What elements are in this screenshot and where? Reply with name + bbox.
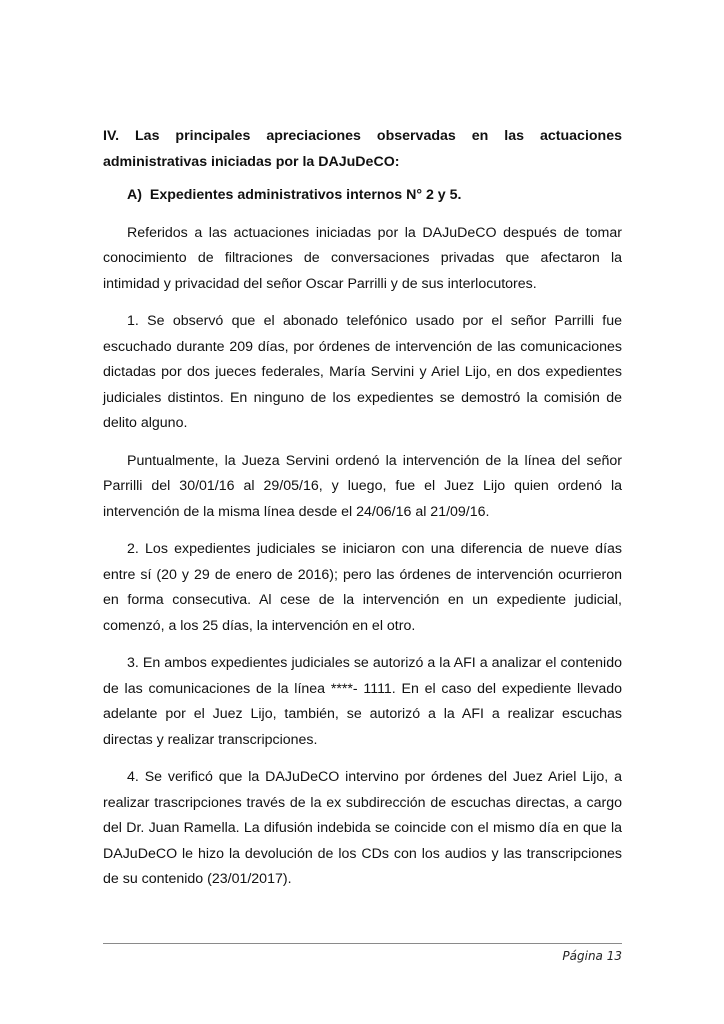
section-heading: IV. Las principales apreciaciones observadas en las actuaciones administrativas iniciadas por la DAJuDeCO: <box>103 128 622 170</box>
page-number: Página 13 <box>562 949 622 963</box>
subsection-heading: A) Expedientes administrativos internos N° 2 y 5. <box>127 187 462 203</box>
footer-divider <box>103 943 622 944</box>
paragraph-point-4: 4. Se verificó que la DAJuDeCO intervino por órdenes del Juez Ariel Lijo, a realizar trascripciones través de la ex subdirección de escuchas directas, a cargo del Dr. Juan Ramella. La difusión indebida se coincide con el mismo día en que la DAJuDeCO le hizo la devolución de los CDs con los audios y las transcripciones de su contenido (23/01/2017). <box>103 769 622 887</box>
paragraph-intro: Referidos a las actuaciones iniciadas por la DAJuDeCO después de tomar conocimiento de filtraciones de conversaciones privadas que afectaron la intimidad y privacidad del señor Oscar Parrilli y de sus interlocutores. <box>103 224 622 292</box>
paragraph-point-3: 3. En ambos expedientes judiciales se autorizó a la AFI a analizar el contenido de las comunicaciones de la línea ****- 1111. En el caso del expediente llevado adelante por el Juez Lijo, también, se autorizó a la AFI a realizar escuchas directas y realizar transcripciones. <box>103 655 622 748</box>
paragraph-point-1: 1. Se observó que el abonado telefónico usado por el señor Parrilli fue escuchado durante 209 días, por órdenes de intervención de las comunicaciones dictadas por dos jueces federales, María Servini y Ariel Lijo, en dos expedientes judiciales distintos. En ninguno de los expedientes se demostró la comisión de delito alguno. <box>103 313 622 431</box>
paragraph-servini-lijo: Puntualmente, la Jueza Servini ordenó la intervención de la línea del señor Parrilli del 30/01/16 al 29/05/16, y luego, fue el Juez Lijo quien ordenó la intervención de la misma línea desde el 24/06/16 al 21/09/16. <box>103 452 622 520</box>
document-body <box>103 124 622 893</box>
paragraph-point-2: 2. Los expedientes judiciales se iniciaron con una diferencia de nueve días entre sí (20 y 29 de enero de 2016); pero las órdenes de intervención ocurrieron en forma consecutiva. Al cese de la intervención en un expediente judicial, comenzó, a los 25 días, la intervención en el otro. <box>103 541 622 634</box>
